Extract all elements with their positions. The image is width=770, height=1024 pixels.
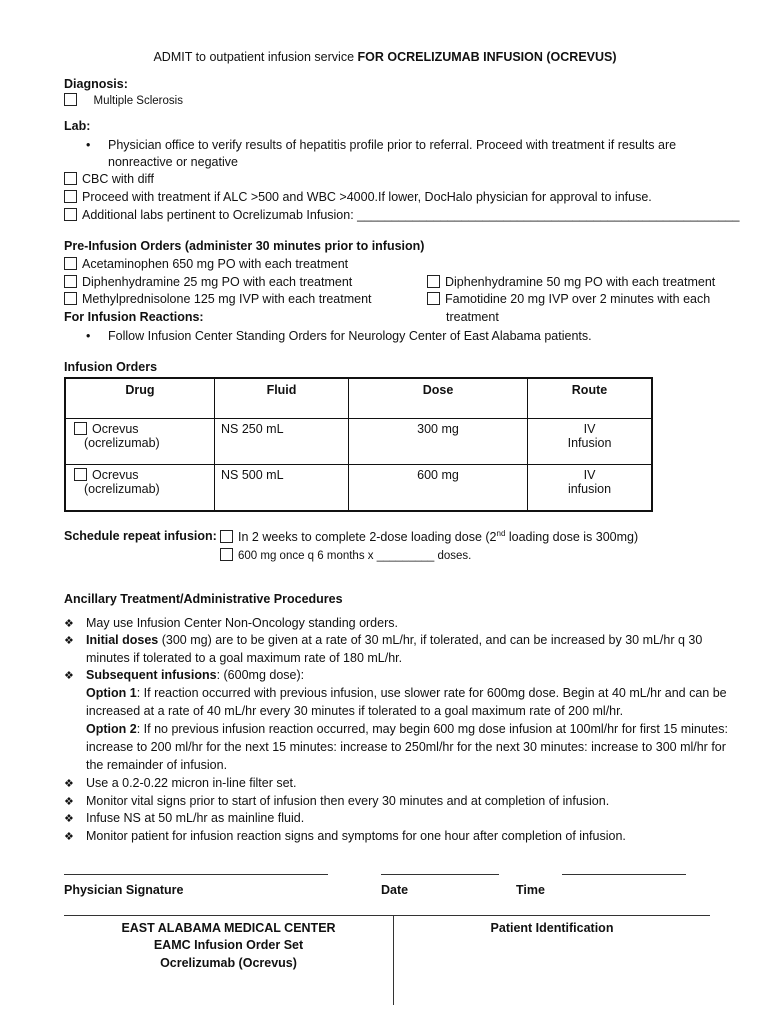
fluid-cell: NS 500 mL	[215, 465, 349, 511]
page-title	[0, 50, 770, 64]
lab-cbc-checkbox[interactable]	[64, 172, 77, 185]
reactions-bullet: Follow Infusion Center Standing Orders for Neurology Center of East Alabama patients.	[108, 329, 592, 343]
col-drug: Drug	[65, 378, 215, 419]
option-1-cont: increased at a rate of 40 mL/hr every 30 minutes if tolerated to a goal maximum rate of 200 ml/hr.	[86, 704, 624, 718]
diagnosis-heading: Diagnosis:	[64, 77, 128, 91]
dose-cell: 600 mg	[349, 465, 528, 511]
pre-diphenhydramine-25	[64, 275, 352, 289]
drug-generic: (ocrelizumab)	[84, 436, 160, 450]
option-2-cont1: increase to 200 ml/hr for the next 15 minutes: increase to 250ml/hr for the next 30 minutes: increase to 300 ml/hr for	[86, 740, 726, 754]
ocrevus-600-checkbox[interactable]	[74, 468, 87, 481]
route-line2: Infusion	[567, 436, 612, 450]
diamond-bullet-icon: ❖	[64, 778, 74, 790]
title-bold: FOR OCRELIZUMAB INFUSION (OCREVUS)	[357, 50, 617, 64]
pre-famotidine-checkbox[interactable]	[427, 292, 440, 305]
lab-additional-checkbox[interactable]	[64, 208, 77, 221]
pre-acetaminophen-label: Acetaminophen 650 mg PO with each treatment	[82, 257, 349, 271]
pre-methylprednisolone-checkbox[interactable]	[64, 292, 77, 305]
diamond-bullet-icon: ❖	[64, 618, 74, 630]
date-line[interactable]	[381, 874, 499, 875]
pre-acetaminophen-checkbox[interactable]	[64, 257, 77, 270]
drug-name: Ocrevus	[92, 422, 139, 436]
schedule-6months-checkbox[interactable]	[220, 548, 233, 561]
table-row	[65, 419, 652, 465]
signature-line[interactable]	[64, 874, 328, 875]
ancillary-item-2-cont: minutes if tolerated to a goal maximum rate of 180 mL/hr.	[86, 651, 403, 665]
pre-diphenhydramine-50-checkbox[interactable]	[427, 275, 440, 288]
diagnosis-ms-label: Multiple Sclerosis	[93, 95, 183, 107]
drug-generic: (ocrelizumab)	[84, 482, 160, 496]
route-cell	[528, 465, 653, 511]
diagnosis-ms-checkbox[interactable]	[64, 93, 77, 106]
footer-org: EAST ALABAMA MEDICAL CENTER	[121, 921, 336, 935]
route-line1: IV	[583, 468, 596, 482]
subsequent-text: : (600mg dose):	[216, 668, 305, 682]
pre-methylprednisolone	[64, 292, 372, 306]
pre-acetaminophen	[64, 257, 348, 271]
infusion-orders-table	[64, 377, 653, 512]
route-cell	[528, 419, 653, 465]
diamond-bullet-icon: ❖	[64, 670, 74, 682]
pre-famotidine-cont: treatment	[446, 310, 499, 324]
option-2-cont2: the remainder of infusion.	[86, 758, 228, 772]
table-header-row	[65, 378, 652, 419]
drug-cell	[65, 465, 215, 511]
initial-doses-text: (300 mg) are to be given at a rate of 30 mL/hr, if tolerated, and can be increased by 30 mL/hr q 30	[158, 633, 703, 647]
col-route: Route	[528, 378, 653, 419]
ancillary-item-2	[86, 633, 702, 647]
option-2-line	[86, 722, 728, 736]
bullet-icon: •	[86, 138, 91, 152]
schedule-2weeks-checkbox[interactable]	[220, 530, 233, 543]
lab-item-additional	[64, 208, 740, 222]
pre-methylprednisolone-label: Methylprednisolone 125 mg IVP with each treatment	[82, 292, 372, 306]
initial-doses-label: Initial doses	[86, 633, 159, 647]
schedule-2weeks-text-a: In 2 weeks to complete 2-dose loading dose (2	[238, 530, 497, 545]
lab-bullet-line2: nonreactive or negative	[108, 155, 238, 169]
pre-diphenhydramine-25-label: Diphenhydramine 25 mg PO with each treatment	[82, 275, 353, 289]
route-line2: infusion	[567, 482, 612, 496]
infusion-orders-heading: Infusion Orders	[64, 360, 158, 374]
patient-identification: Patient Identification	[490, 921, 614, 935]
diamond-bullet-icon: ❖	[64, 813, 74, 825]
footer-drug: Ocrelizumab (Ocrevus)	[160, 956, 297, 970]
ancillary-item-4: Use a 0.2-0.22 micron in-line filter set.	[86, 776, 297, 790]
footer-divider	[64, 915, 710, 916]
route-line1: IV	[583, 422, 596, 436]
diamond-bullet-icon: ❖	[64, 831, 74, 843]
time-line[interactable]	[562, 874, 686, 875]
dose-cell: 300 mg	[349, 419, 528, 465]
col-fluid: Fluid	[215, 378, 349, 419]
lab-heading: Lab:	[64, 119, 91, 133]
title-prefix: ADMIT to outpatient infusion service	[153, 50, 358, 64]
pre-famotidine-label: Famotidine 20 mg IVP over 2 minutes with each	[445, 292, 711, 306]
fluid-cell: NS 250 mL	[215, 419, 349, 465]
col-dose: Dose	[349, 378, 528, 419]
ancillary-heading: Ancillary Treatment/Administrative Procedures	[64, 592, 343, 606]
lab-alc-checkbox[interactable]	[64, 190, 77, 203]
drug-name: Ocrevus	[92, 468, 139, 482]
schedule-label: Schedule repeat infusion:	[64, 529, 217, 543]
ancillary-item-7: Monitor patient for infusion reaction signs and symptoms for one hour after completion of infusion.	[86, 829, 626, 843]
schedule-6months-text: 600 mg once q 6 months x _________ doses.	[238, 550, 472, 562]
lab-bullet-line1: Physician office to verify results of hepatitis profile prior to referral. Proceed with treatment if results are	[108, 138, 677, 152]
ancillary-item-6: Infuse NS at 50 mL/hr as mainline fluid.	[86, 811, 305, 825]
lab-additional-label: Additional labs pertinent to Ocrelizumab Infusion: _______________________________________________________	[82, 208, 740, 222]
pre-famotidine	[427, 292, 710, 306]
lab-item-alc	[64, 190, 652, 204]
date-label: Date	[381, 883, 409, 897]
ancillary-item-5: Monitor vital signs prior to start of infusion then every 30 minutes and at completion of infusion.	[86, 794, 610, 808]
diamond-bullet-icon: ❖	[64, 635, 74, 647]
subsequent-label: Subsequent infusions	[86, 668, 217, 682]
table-row	[65, 465, 652, 511]
lab-item-cbc	[64, 172, 154, 186]
option-2-text: : If no previous infusion reaction occurred, may begin 600 mg dose infusion at 100ml/hr for first 15 minutes:	[136, 722, 728, 736]
reactions-heading: For Infusion Reactions:	[64, 310, 204, 324]
schedule-option-6months	[220, 548, 471, 562]
diamond-bullet-icon: ❖	[64, 796, 74, 808]
option-1-line	[86, 686, 727, 700]
drug-cell	[65, 419, 215, 465]
schedule-2weeks-text-b: loading dose is 300mg)	[505, 530, 639, 545]
lab-alc-label: Proceed with treatment if ALC >500 and WBC >4000.If lower, DocHalo physician for approval to infuse.	[82, 190, 652, 204]
footer-form: EAMC Infusion Order Set	[153, 938, 304, 952]
pre-diphenhydramine-25-checkbox[interactable]	[64, 275, 77, 288]
bullet-icon: •	[86, 329, 91, 343]
diagnosis-ms-row	[64, 93, 183, 107]
ancillary-item-1: May use Infusion Center Non-Oncology standing orders.	[86, 616, 398, 630]
pre-diphenhydramine-50-label: Diphenhydramine 50 mg PO with each treatment	[445, 275, 716, 289]
option-2-label: Option 2	[86, 722, 137, 736]
ocrevus-300-checkbox[interactable]	[74, 422, 87, 435]
option-1-label: Option 1	[86, 686, 137, 700]
time-label: Time	[516, 883, 545, 897]
lab-cbc-label: CBC with diff	[82, 172, 155, 186]
option-1-text: : If reaction occurred with previous infusion, use slower rate for 600mg dose. Begin at 40 mL/hr and can be	[136, 686, 727, 700]
pre-infusion-heading: Pre-Infusion Orders (administer 30 minutes prior to infusion)	[64, 239, 425, 253]
schedule-option-2weeks	[220, 529, 638, 544]
pre-diphenhydramine-50	[427, 275, 715, 289]
ancillary-item-3	[86, 668, 304, 682]
schedule-2weeks-sup: nd	[496, 529, 506, 538]
physician-signature-label: Physician Signature	[64, 883, 184, 897]
